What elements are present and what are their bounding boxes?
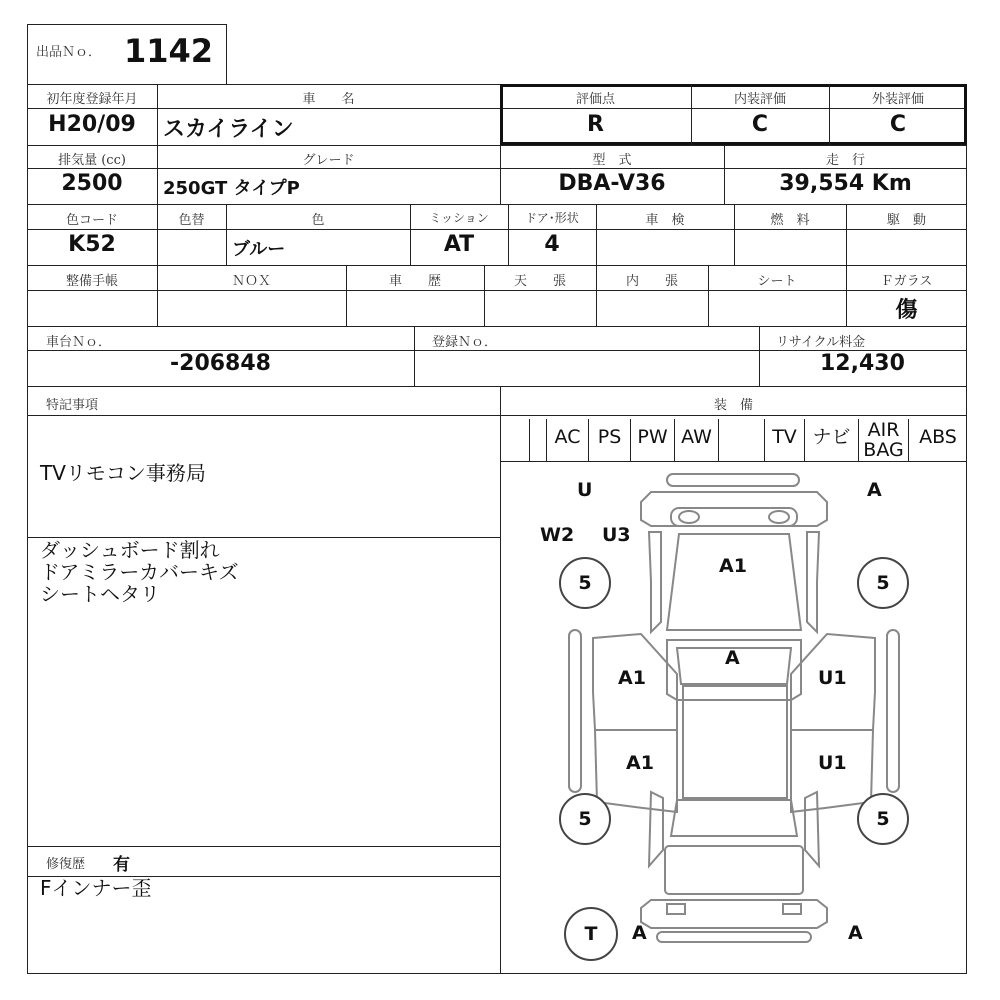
interior-label: 内装評価 <box>733 92 786 107</box>
equip-empty <box>718 419 764 461</box>
mark-rear-door-right: U1 <box>818 752 847 774</box>
recycle-value: 12,430 <box>820 351 905 376</box>
grade-value: 250GT タイプP <box>163 178 300 199</box>
trunk-tyre-circle: T <box>564 907 618 961</box>
roof-label: 天 張 <box>513 274 566 289</box>
inner-label: 内 張 <box>625 274 678 289</box>
equip-airbag: AIR BAG <box>858 419 908 461</box>
door-value: 4 <box>544 232 560 257</box>
equip-blank <box>529 419 546 461</box>
displacement-label: 排気量 (cc) <box>58 153 126 168</box>
repair-value: 有 <box>113 855 130 875</box>
color-code-value: K52 <box>68 232 116 257</box>
drive-label: 駆 動 <box>886 213 926 228</box>
repair-label: 修復歴 <box>46 857 86 872</box>
fglass-value: 傷 <box>895 298 918 323</box>
exterior-value: C <box>889 112 907 137</box>
door-label: ドア･形状 <box>525 211 579 225</box>
mark-hood: A1 <box>719 555 747 577</box>
mark-front-right: A <box>867 479 882 501</box>
color-change-label: 色替 <box>178 213 205 228</box>
exterior-label: 外装評価 <box>871 92 924 107</box>
chassis-label: 車台Ｎｏ． <box>46 335 112 350</box>
tyre-rear-right: 5 <box>857 793 909 845</box>
equip-aw: AW <box>674 419 718 461</box>
car-name-label: 車 名 <box>302 92 355 107</box>
color-code-label: 色コード <box>65 213 118 228</box>
equip-ac: AC <box>546 419 588 461</box>
mark-w2: W2 <box>540 524 575 546</box>
equip-tv: TV <box>764 419 804 461</box>
repair-note: Fインナー歪 <box>40 876 152 900</box>
color-value: ブルー <box>232 239 286 260</box>
note-block-2: ダッシュボード割れ ドアミラーカバーキズ シートヘタリ <box>40 538 239 606</box>
tyre-front-left: 5 <box>559 557 611 609</box>
model-label: 型 式 <box>592 153 632 168</box>
displacement-value: 2500 <box>61 171 123 196</box>
first-reg-value: H20/09 <box>48 112 136 137</box>
car-name-value: スカイライン <box>163 117 294 142</box>
model-value: DBA-V36 <box>558 171 666 196</box>
seat-label: シート <box>757 274 797 289</box>
mark-rear-door-left: A1 <box>626 752 654 774</box>
inspection-label: 車 検 <box>645 213 685 228</box>
note-line-1: TVリモコン事務局 <box>40 461 206 485</box>
tyre-rear-left: 5 <box>559 793 611 845</box>
mileage-label: 走 行 <box>825 153 865 168</box>
color-label: 色 <box>311 213 325 228</box>
fglass-label: Ｆガラス <box>880 274 933 289</box>
equip-navi: ナビ <box>804 419 858 461</box>
equip-ps: PS <box>588 419 630 461</box>
mark-rear-right: A <box>848 922 863 944</box>
lot-box <box>27 24 227 85</box>
interior-value: C <box>751 112 769 137</box>
fuel-label: 燃 料 <box>770 213 810 228</box>
score-label: 評価点 <box>575 92 615 107</box>
history-label: 車 歴 <box>388 274 441 289</box>
equip-pw: PW <box>630 419 674 461</box>
equipment-label: 装 備 <box>713 398 753 413</box>
maint-label: 整備手帳 <box>65 274 118 289</box>
lot-label: 出品Ｎｏ． <box>36 45 102 60</box>
equip-abs: ABS <box>908 419 967 461</box>
mission-value: AT <box>443 232 475 257</box>
mark-front-door-left: A1 <box>618 667 646 689</box>
mission-label: ミッション <box>429 211 489 225</box>
chassis-value: -206848 <box>170 351 271 376</box>
mileage-value: 39,554 Km <box>779 171 912 196</box>
mark-roof: A <box>725 647 740 669</box>
reg-no-label: 登録Ｎｏ． <box>432 335 498 350</box>
nox-label: ＮＯＸ <box>231 274 271 289</box>
mark-u3: U3 <box>602 524 631 546</box>
grade-label: グレード <box>302 153 355 168</box>
notes-label: 特記事項 <box>46 398 99 413</box>
score-value: R <box>587 112 604 137</box>
mark-rear-left: A <box>632 922 647 944</box>
tyre-front-right: 5 <box>857 557 909 609</box>
lot-number: 1142 <box>124 32 214 70</box>
recycle-label: リサイクル料金 <box>776 335 866 350</box>
mark-front-left: U <box>577 479 593 501</box>
mark-front-door-right: U1 <box>818 667 847 689</box>
first-reg-label: 初年度登録年月 <box>46 92 138 107</box>
